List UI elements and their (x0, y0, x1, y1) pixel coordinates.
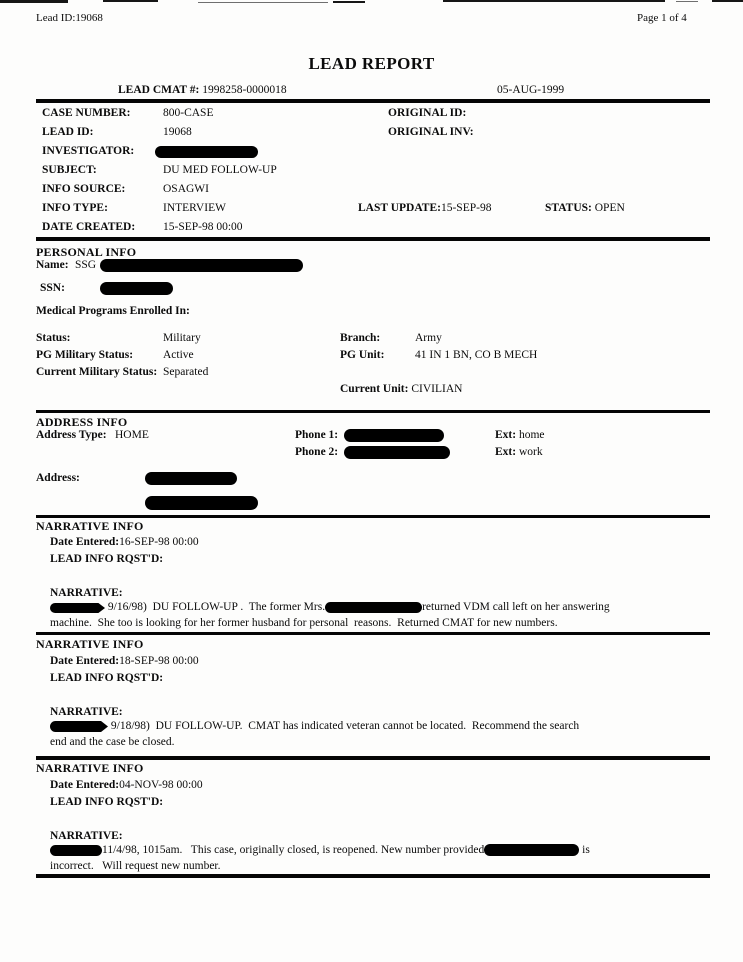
ext1-value: home (518, 429, 545, 441)
info-type-value: INTERVIEW (163, 202, 226, 214)
last-update-value: 15-SEP-98 (440, 202, 492, 214)
scan-artifact (333, 1, 365, 3)
current-military-status-value: Separated (163, 366, 209, 378)
address-info-heading: ADDRESS INFO (36, 415, 128, 429)
redaction-bar-narrative2-lead (50, 721, 108, 732)
redaction-bar-narrative3-lead (50, 845, 102, 856)
redaction-bar-phone1 (344, 429, 444, 442)
narrative-info-heading: NARRATIVE INFO (36, 519, 144, 533)
narrative-label: NARRATIVE: (50, 830, 123, 842)
investigator-label: INVESTIGATOR: (42, 145, 135, 157)
redaction-bar-ssn (100, 282, 173, 295)
report-title: LEAD REPORT (308, 54, 435, 73)
narrative-label: NARRATIVE: (50, 587, 123, 599)
scan-artifact (198, 2, 328, 3)
date-entered-label: Date Entered: (50, 536, 120, 548)
narrative-text-2: 9/18/98) DU FOLLOW-UP. CMAT has indicated veteran cannot be located. Recommend the search end and the case be closed. (50, 720, 580, 748)
branch-label: Branch: (340, 332, 381, 344)
subject-label: SUBJECT: (42, 164, 97, 176)
lead-report-document: Lead ID:19068 Page 1 of 4 LEAD REPORT LEAD CMAT #: 1998258-0000018 05-AUG-1999 CASE NUMBER: 800-CASE ORIGINAL ID: LEAD ID: 19068 ORIGINAL INV: INVESTIGATOR: SUBJECT: DU MED FOLLOW-UP INFO SOURCE: OSAGWI INFO TYPE: INTERVIEW LAST UPDATE:15-SEP-98 STATUS: OPEN DATE CREATED: 15-SEP-98 00:00 PERSONAL INFO Name: SSG SSN: Medical Programs Enrolled In: Status: Military Branch: Army PG Military Status: Active PG Unit: 41 IN 1 BN, CO B MECH Current Military Status: Separated Current Unit: CIVILIAN ADDRESS INFO Address Type: HOME Phone 1: Ext: home Phone 2: Ext: work Address: NARRATIVE INFO Date Entered:16-SEP-98 00:00 LEAD INFO RQST'D: NARRATIVE: 9/16/98) DU FOLLOW-UP . The former Mrs. returned VDM call left on her answering machine. She too is looking for her former husband for personal reasons. Returned CMAT for new numbers. NARRATIVE INFO Date Entered:18-SEP-98 00:00 LEAD INFO RQST'D: NARRATIVE: 9/18/98) DU FOLLOW-UP. CMAT has indicated veteran cannot be located. Recommend the search end and the case be closed. NARRATIVE INFO Date Entered:04-NOV-98 00:00 LEAD INFO RQST'D: NARRATIVE: 11/4/98, 1015am. This case, originally closed, is reopened. New number provided is incorrect. Will request new number. (0, 0, 743, 962)
redaction-bar-name (100, 259, 303, 272)
lead-info-rqstd-label: LEAD INFO RQST'D: (50, 672, 164, 684)
redaction-bar-narrative1-lead (50, 603, 105, 613)
case-number-label: CASE NUMBER: (42, 107, 131, 119)
address-type-label: Address Type: (36, 429, 107, 441)
scan-artifact (0, 0, 68, 3)
horizontal-rule (36, 874, 710, 878)
lead-id-label: LEAD ID: (42, 126, 94, 138)
last-update-label: LAST UPDATE: (358, 202, 441, 214)
horizontal-rule (36, 632, 710, 635)
medical-programs-label: Medical Programs Enrolled In: (36, 305, 190, 317)
horizontal-rule (36, 756, 710, 760)
name-prefix: SSG (75, 259, 97, 271)
scan-artifact (103, 0, 158, 2)
report-date: 05-AUG-1999 (497, 84, 565, 96)
case-number-value: 800-CASE (163, 107, 214, 119)
date-entered-value: 16-SEP-98 00:00 (119, 536, 199, 548)
info-source-value: OSAGWI (163, 183, 209, 195)
redaction-bar-address2 (145, 496, 258, 510)
horizontal-rule (36, 237, 710, 241)
ssn-label: SSN: (40, 282, 65, 294)
ext1-label: Ext: (495, 429, 517, 441)
current-unit-value: CIVILIAN (411, 383, 463, 395)
info-source-label: INFO SOURCE: (42, 183, 126, 195)
lead-info-rqstd-label: LEAD INFO RQST'D: (50, 553, 164, 565)
scan-artifact (712, 0, 743, 2)
date-created-value: 15-SEP-98 00:00 (163, 221, 243, 233)
lead-id-value: 19068 (163, 126, 192, 138)
military-status-value: Military (163, 332, 201, 344)
phone2-label: Phone 2: (295, 446, 339, 458)
pg-military-status-value: Active (163, 349, 194, 361)
lead-info-rqstd-label: LEAD INFO RQST'D: (50, 796, 164, 808)
original-id-label: ORIGINAL ID: (388, 107, 467, 119)
scan-artifact (443, 0, 665, 2)
phone1-label: Phone 1: (295, 429, 339, 441)
redaction-bar-phone2 (344, 446, 450, 459)
date-created-label: DATE CREATED: (42, 221, 136, 233)
personal-info-heading: PERSONAL INFO (36, 245, 137, 259)
narrative-text-1: 9/16/98) DU FOLLOW-UP . The former Mrs. returned VDM call left on her answering machine. She too is looking for her former husband for personal reasons. Returned CMAT for new numbers. (50, 601, 610, 629)
date-entered-label: Date Entered: (50, 655, 120, 667)
redaction-bar-narrative3-number (484, 844, 579, 856)
lead-id-header: Lead ID:19068 (36, 12, 103, 24)
horizontal-rule (36, 410, 710, 413)
narrative-info-heading: NARRATIVE INFO (36, 761, 144, 775)
horizontal-rule (36, 515, 710, 518)
status-label: STATUS: (545, 202, 592, 214)
pg-unit-label: PG Unit: (340, 349, 385, 361)
original-inv-label: ORIGINAL INV: (388, 126, 474, 138)
ext2-label: Ext: (495, 446, 517, 458)
current-unit-label: Current Unit: (340, 383, 409, 395)
address-label: Address: (36, 472, 80, 484)
address-type-value: HOME (115, 429, 149, 441)
redaction-bar-investigator (155, 146, 258, 158)
horizontal-rule (36, 99, 710, 103)
military-status-label: Status: (36, 332, 71, 344)
subject-value: DU MED FOLLOW-UP (163, 164, 277, 176)
cmat-label: LEAD CMAT #: (118, 84, 200, 96)
date-entered-value: 04-NOV-98 00:00 (119, 779, 203, 791)
narrative-text-3: 11/4/98, 1015am. This case, originally closed, is reopened. New number provided is incorrect. Will request new number. (50, 844, 590, 872)
date-entered-value: 18-SEP-98 00:00 (119, 655, 199, 667)
branch-value: Army (415, 332, 442, 344)
name-label: Name: (36, 259, 69, 271)
info-type-label: INFO TYPE: (42, 202, 108, 214)
scan-artifact (676, 1, 698, 2)
pg-military-status-label: PG Military Status: (36, 349, 134, 361)
date-entered-label: Date Entered: (50, 779, 120, 791)
pg-unit-value: 41 IN 1 BN, CO B MECH (415, 349, 538, 361)
page-number: Page 1 of 4 (637, 12, 687, 24)
ext2-value: work (518, 446, 543, 458)
narrative-info-heading: NARRATIVE INFO (36, 637, 144, 651)
current-military-status-label: Current Military Status: (36, 366, 158, 378)
narrative-label: NARRATIVE: (50, 706, 123, 718)
redaction-bar-address1 (145, 472, 237, 485)
redaction-bar-narrative1-name (325, 602, 422, 613)
